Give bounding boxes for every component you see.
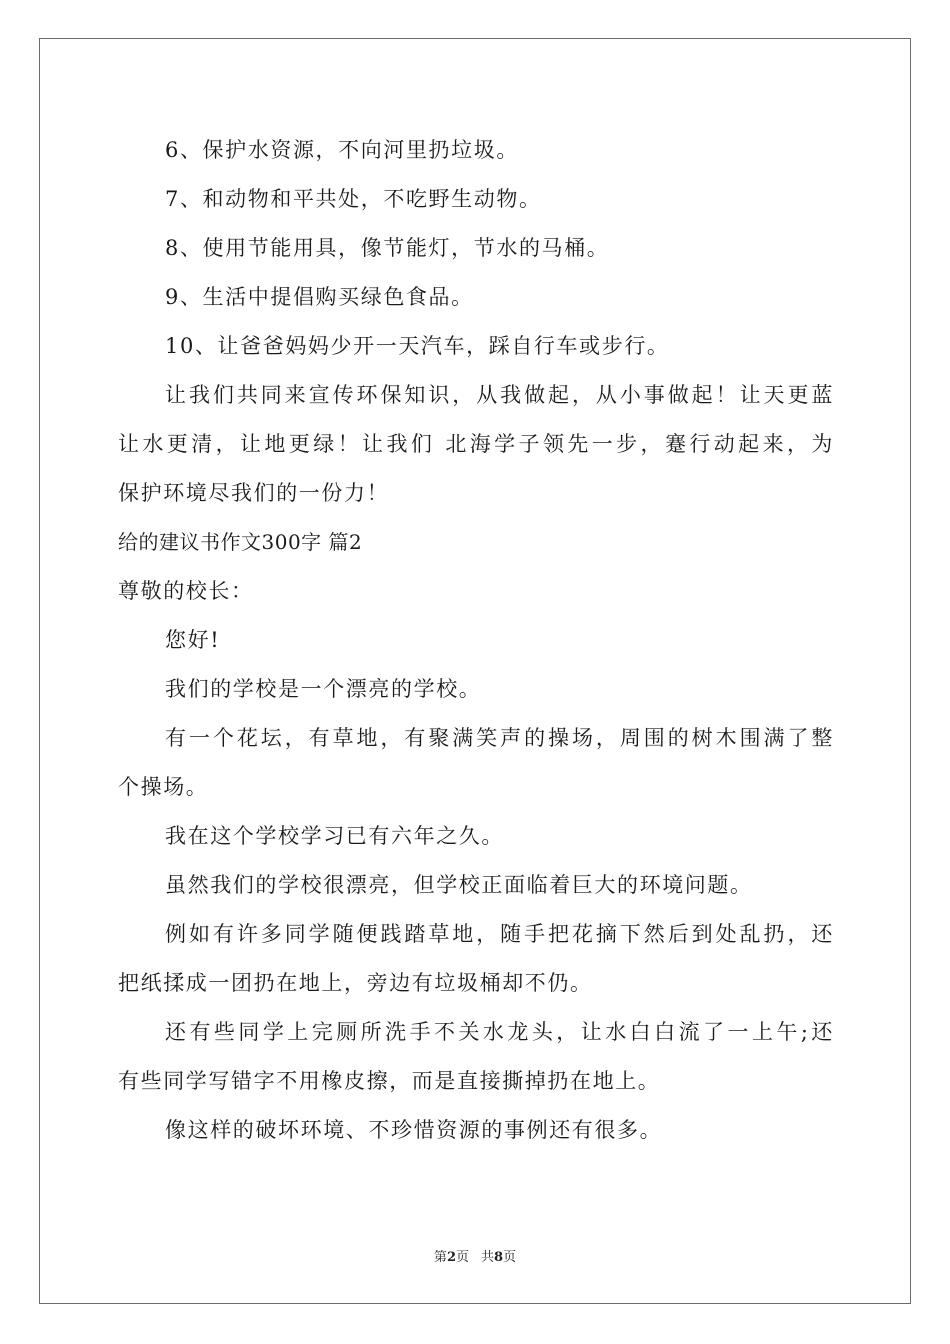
section-heading: 给的建议书作文300字 篇2	[118, 530, 363, 554]
list-item: 8、使用节能用具，像节能灯，节水的马桶。	[165, 236, 610, 260]
page-suffix: 页	[455, 1250, 469, 1265]
list-item: 10、让爸爸妈妈少开一天汽车，踩自行车或步行。	[165, 334, 670, 358]
closing-paragraph-line: 让水更清，让地更绿！让我们 北海学子领先一步，蹇行动起来，为	[118, 432, 834, 456]
total-prefix: 共	[481, 1250, 495, 1265]
current-page-number: 2	[446, 1250, 456, 1265]
body-paragraph-line: 把纸揉成一团扔在地上，旁边有垃圾桶却不仍。	[118, 971, 593, 995]
list-item: 6、保护水资源，不向河里扔垃圾。	[165, 138, 519, 162]
body-paragraph-line: 例如有许多同学随便践踏草地，随手把花摘下然后到处乱扔，还	[165, 922, 834, 946]
body-paragraph-line: 有一个花坛，有草地，有聚满笑声的操场，周围的树木围满了整	[165, 726, 834, 750]
greeting: 您好!	[165, 628, 221, 652]
list-item: 9、生活中提倡购买绿色食品。	[165, 285, 474, 309]
document-body	[118, 126, 834, 1155]
page-prefix: 第	[433, 1250, 447, 1265]
body-paragraph-line: 我们的学校是一个漂亮的学校。	[165, 677, 482, 701]
body-paragraph-line: 有些同学写错字不用橡皮擦，而是直接撕掉扔在地上。	[118, 1069, 661, 1093]
closing-paragraph-line: 保护环境尽我们的一份力！	[118, 481, 390, 505]
page-footer	[0, 1246, 950, 1265]
body-paragraph-line: 虽然我们的学校很漂亮，但学校正面临着巨大的环境问题。	[165, 873, 753, 897]
closing-paragraph-line: 让我们共同来宣传环保知识，从我做起，从小事做起！让天更蓝	[165, 383, 834, 407]
body-paragraph-line: 个操场。	[118, 775, 209, 799]
total-suffix: 页	[503, 1250, 517, 1265]
salutation: 尊敬的校长：	[118, 579, 254, 603]
body-paragraph-line: 像这样的破坏环境、不珍惜资源的事例还有很多。	[165, 1118, 663, 1142]
body-paragraph-line: 我在这个学校学习已有六年之久。	[165, 824, 504, 848]
total-page-count: 8	[494, 1250, 504, 1265]
body-paragraph-line: 还有些同学上完厕所洗手不关水龙头，让水白白流了一上午;还	[165, 1020, 834, 1044]
list-item: 7、和动物和平共处，不吃野生动物。	[165, 187, 542, 211]
